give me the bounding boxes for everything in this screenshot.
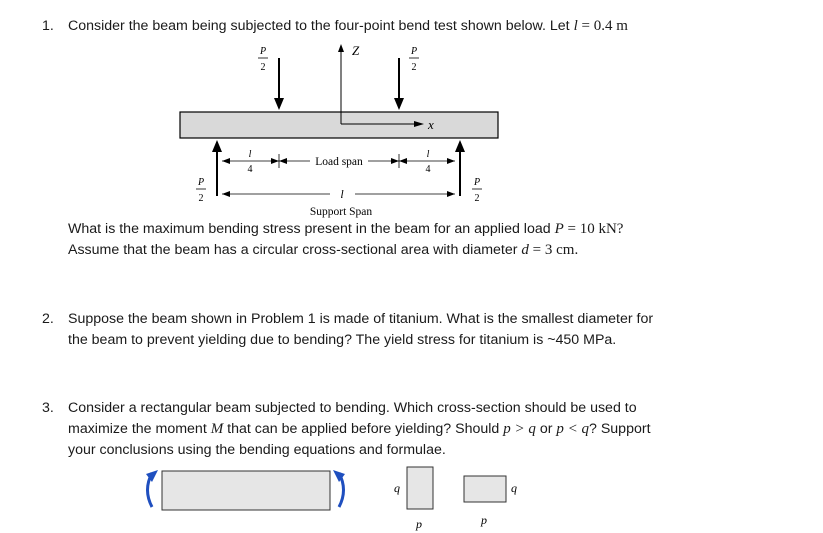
wide-section-q-label: q [511,481,517,495]
wide-cross-section [464,476,506,502]
tall-section-p-label: p [416,517,422,531]
left-load-arrowhead [274,98,284,110]
left-support-numerator: P [197,177,205,188]
right-quarter-numerator: l [426,149,430,160]
tall-section-q-label: q [394,481,400,495]
load-span-arrowhead-left [279,158,287,164]
left-quarter-denominator: 4 [247,164,253,175]
left-quarter-arrowhead-left [222,158,230,164]
question-text-b: Assume that the beam has a circular cross-sectional area with diameter [68,242,522,258]
load-span-label: Load span [315,156,363,168]
condition-p-greater-q: p > q [503,421,536,437]
left-load-numerator: P [259,46,267,57]
problem-3-text-c: ? Support [589,421,651,437]
long-beam [162,471,330,510]
problem-1-question-line-1 [68,220,623,238]
length-variable: l [573,18,578,34]
load-value: = 10 kN? [563,221,624,237]
right-load-arrowhead [394,98,404,110]
left-quarter-numerator: l [248,149,252,160]
left-load-denominator: 2 [260,62,266,73]
length-value: = 0.4 m [577,18,628,34]
problem-3-number: 3. [42,400,54,416]
right-quarter-denominator: 4 [425,164,431,175]
support-span-arrowhead-right [447,191,455,197]
right-quarter-arrowhead-left [399,158,407,164]
left-quarter-arrowhead-right [271,158,279,164]
z-axis-label: Z [352,43,360,58]
problem-2-line-1: Suppose the beam shown in Problem 1 is made of titanium. What is the smallest diameter for [68,311,654,327]
moment-variable: M [210,421,224,437]
problem-3-line-3: your conclusions using the bending equations and formulae. [68,442,446,458]
support-span-arrowhead-left [222,191,230,197]
problem-3-text-a: maximize the moment [68,421,211,437]
right-support-arrowhead [455,140,465,152]
problem-3-line-1: Consider a rectangular beam subjected to bending. Which cross-section should be used to [68,400,637,416]
wide-section-p-label: p [481,513,487,527]
left-support-denominator: 2 [198,193,204,204]
tall-cross-section [407,467,433,509]
diameter-value: = 3 cm. [528,242,579,258]
diameter-variable: d [521,242,529,258]
support-span-label: Support Span [309,206,373,218]
problem-3-text-b: that can be applied before yielding? Should [223,421,504,437]
condition-p-less-q: p < q [556,421,589,437]
load-span-arrowhead-right [391,158,399,164]
problem-2-line-2: the beam to prevent yielding due to bending? The yield stress for titanium is ~450 MPa. [68,332,617,348]
right-support-denominator: 2 [474,193,480,204]
x-axis-label: x [428,117,434,132]
problem-1-question-line-2 [68,241,578,259]
problem-3-line-2 [68,420,651,438]
z-axis-arrowhead [338,44,344,52]
left-support-arrowhead [212,140,222,152]
right-support-numerator: P [473,177,481,188]
right-quarter-arrowhead-right [447,158,455,164]
problem-1-number: 1. [42,18,54,34]
load-variable: P [554,221,564,237]
problem-2-number: 2. [42,311,54,327]
problem-1-intro-text: Consider the beam being subjected to the four-point bend test shown below. Let [68,18,574,34]
question-text-a: What is the maximum bending stress present in the beam for an applied load [68,221,555,237]
right-load-denominator: 2 [411,62,417,73]
beam [180,112,498,138]
right-load-numerator: P [410,46,418,57]
problem-3-or: or [535,421,557,437]
support-span-variable: l [340,187,344,201]
